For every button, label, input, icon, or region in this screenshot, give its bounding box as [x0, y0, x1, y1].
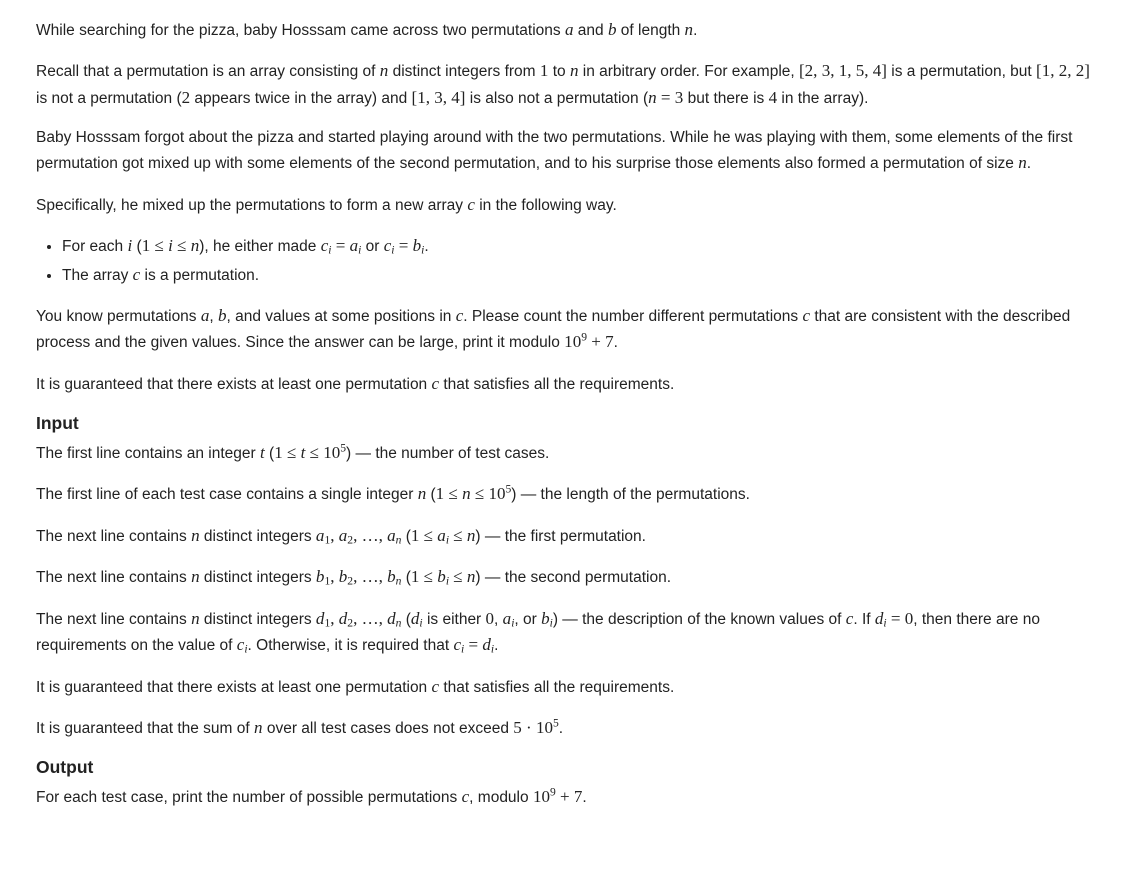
inline-math: 0 — [485, 608, 495, 628]
inline-math: $b_i$ — [541, 608, 553, 630]
inline-math: n — [191, 525, 200, 545]
inline-math: $10^9 + 7$ — [532, 785, 583, 807]
inline-math: c — [431, 373, 440, 393]
inline-math: n — [1018, 153, 1027, 173]
inline-math: $d_i = 0$ — [874, 608, 914, 630]
inline-math: n — [191, 608, 200, 628]
statement-closing — [36, 303, 1103, 397]
paragraph: The first line contains an integer t $(1 \le t \le 10^5)$ — the number of test cases. — [36, 441, 550, 462]
inline-math: $d_i$ — [410, 608, 423, 630]
inline-math: c — [455, 305, 464, 325]
inline-math: [2, 3, 1, 5, 4] — [799, 61, 887, 81]
inline-math: n — [379, 61, 389, 81]
paragraph: You know permutations a, b, and values at some positions in c. Please count the number different permutations c that are consistent with the described process and the given values. Since the answer can be large, print it modulo $10^9 + 7$. — [36, 305, 1071, 352]
paragraph: The next line contains n distinct integers $d_1$, $d_2$, …, $d_n$ ($d_i$ is either 0, $a_i$, or $b_i$) — the description of the known values of c. If $d_i = 0$, then there are no requirements on the value of $c_i$. Otherwise, it is required that $c_i = d_i$. — [36, 608, 1040, 656]
output-section-body — [36, 784, 1103, 810]
inline-math: c — [431, 676, 440, 696]
output-section-title: Output — [36, 757, 94, 778]
inline-math: [1, 3, 4] — [411, 87, 466, 107]
inline-math: $1 \le n \le 10^5$ — [435, 483, 512, 504]
inline-math: 1 — [539, 61, 549, 81]
paragraph: It is guaranteed that there exists at least one permutation c that satisfies all the requirements. — [36, 373, 675, 393]
input-section-body — [36, 440, 1103, 741]
inline-math: c — [845, 608, 854, 628]
inline-math: 2 — [181, 87, 191, 107]
inline-math: t — [260, 442, 265, 462]
inline-math: $a_1$, $a_2$, …, $a_n$ — [315, 525, 402, 547]
paragraph: Recall that a permutation is an array consisting of n distinct integers from 1 to n in arbitrary order. For example, [2, 3, 1, 5, 4] is a permutation, but [1, 2, 2] is not a permutation (2 appears twice in the array) and [1, 3, 4] is also not a permutation (n = 3 but there is 4 in the array). — [36, 61, 1090, 107]
list-item: • For each i (1 ≤ i ≤ n), he either made $c_i = a_i$ or $c_i = b_i$. — [62, 233, 1103, 259]
inline-math: $1 \le t \le 10^5$ — [274, 441, 347, 462]
input-section-title: Input — [36, 413, 79, 434]
inline-math: c — [132, 264, 141, 284]
paragraph: It is guaranteed that the sum of n over all test cases does not exceed $5 \cdot 10^5$. — [36, 716, 564, 737]
inline-math: 1 ≤ i ≤ n — [141, 236, 200, 256]
inline-math: n — [569, 61, 579, 81]
inline-math: 4 — [768, 87, 778, 107]
inline-math: $c_i$ — [236, 635, 248, 656]
inline-math: $b_1$, $b_2$, …, $b_n$ — [315, 567, 402, 588]
list-item: • The array c is a permutation. — [62, 262, 1103, 288]
inline-math: $10^9 + 7$ — [564, 331, 614, 352]
paragraph: Specifically, he mixed up the permutations to form a new array c in the following way. — [36, 194, 617, 214]
inline-math: n — [684, 20, 694, 39]
inline-math: c — [461, 787, 470, 807]
inline-math: $c_i = a_i$ — [320, 236, 362, 257]
inline-math: $c_i = d_i$ — [453, 635, 495, 656]
paragraph: Baby Hosssam forgot about the pizza and started playing around with the two permutations. While he was playing with them, some elements of the first permutation got mixed up with some elements of the second permutation, and to his surprise those elements also formed a permutation of size n. — [36, 129, 1073, 173]
inline-math: n = 3 — [648, 87, 684, 107]
paragraph: The first line of each test case contains a single integer n $(1 \le n \le 10^5)$ — the length of the permutations. — [36, 483, 750, 504]
paragraph: The next line contains n distinct integers $b_1$, $b_2$, …, $b_n$ $(1 \le b_i \le n)$ — the second permutation. — [36, 567, 671, 588]
inline-math: c — [802, 305, 811, 325]
inline-math: $1 \le a_i \le n$ — [410, 525, 476, 547]
inline-math: $1 \le b_i \le n$ — [410, 567, 476, 588]
statement-intro — [36, 17, 1103, 218]
inline-math: n — [191, 567, 200, 587]
inline-math: $d_1$, $d_2$, …, $d_n$ — [315, 608, 402, 630]
inline-math: n — [417, 484, 427, 504]
inline-math: $a_i$ — [502, 608, 515, 630]
paragraph: For each test case, print the number of possible permutations c, modulo $10^9 + 7$. — [36, 785, 587, 807]
inline-math: [1, 2, 2] — [1036, 61, 1090, 81]
paragraph: While searching for the pizza, baby Hosssam came across two permutations a and b of length n. — [36, 20, 698, 39]
inline-math: b — [218, 305, 227, 325]
inline-math: $c_i = b_i$ — [383, 236, 425, 257]
paragraph: The next line contains n distinct integers $a_1$, $a_2$, …, $a_n$ $(1 \le a_i \le n)$ — the first permutation. — [36, 525, 646, 547]
inline-math: b — [607, 20, 617, 39]
paragraph: It is guaranteed that there exists at least one permutation c that satisfies all the requirements. — [36, 676, 675, 696]
mixing-rules-list — [36, 233, 1103, 288]
inline-math: n — [254, 717, 263, 737]
inline-math: a — [200, 305, 210, 325]
inline-math: c — [467, 194, 475, 214]
inline-math: $5 \cdot 10^5$ — [513, 716, 559, 737]
inline-math: a — [564, 20, 574, 39]
inline-math: i — [127, 236, 133, 256]
